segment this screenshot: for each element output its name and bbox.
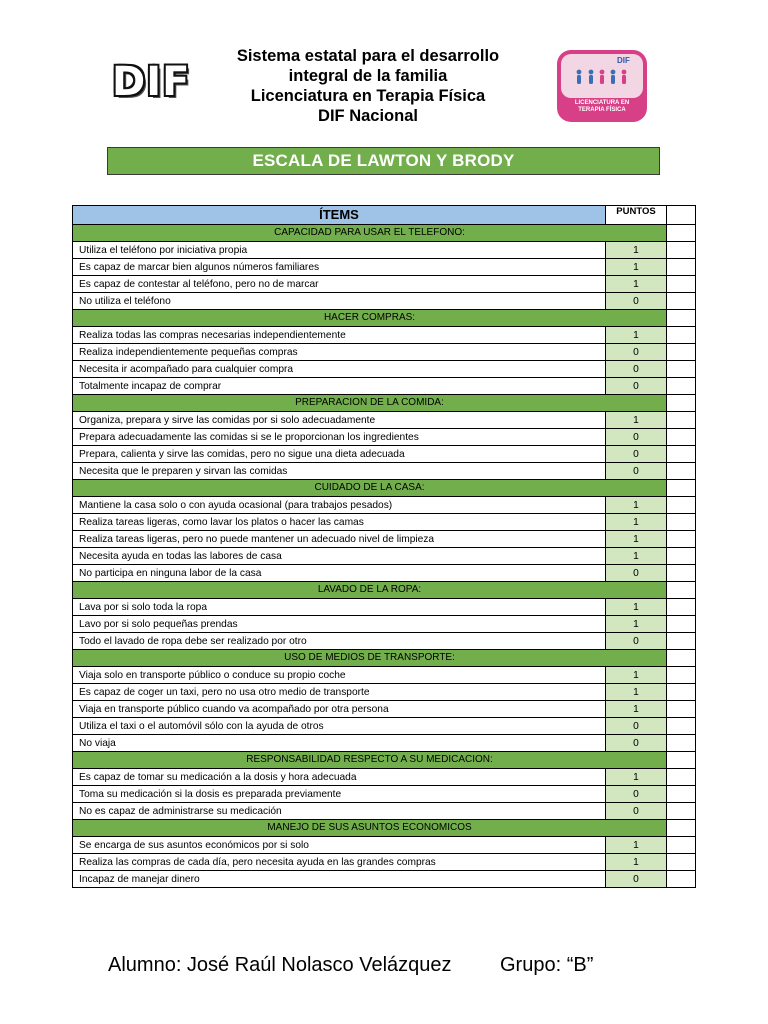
title-line: integral de la familia <box>288 67 448 85</box>
item-text-cell: Realiza independientemente pequeñas compras <box>73 344 606 361</box>
table-row <box>73 531 696 548</box>
table-row <box>73 718 696 735</box>
points-cell: 1 <box>606 616 667 633</box>
points-cell: 0 <box>606 565 667 582</box>
blank-cell <box>667 429 696 446</box>
item-text-cell: Utiliza el taxi o el automóvil sólo con la ayuda de otros <box>73 718 606 735</box>
blank-cell <box>667 565 696 582</box>
points-cell: 0 <box>606 463 667 480</box>
item-text-cell: Necesita ayuda en todas las labores de casa <box>73 548 606 565</box>
blank-cell <box>667 701 696 718</box>
item-text-cell: Es capaz de contestar al teléfono, pero no de marcar <box>73 276 606 293</box>
table-row <box>73 769 696 786</box>
table-row <box>73 344 696 361</box>
blank-cell <box>667 837 696 854</box>
points-cell: 0 <box>606 735 667 752</box>
points-cell: 1 <box>606 548 667 565</box>
table-row <box>73 735 696 752</box>
table-row <box>73 446 696 463</box>
points-cell: 0 <box>606 361 667 378</box>
points-cell: 0 <box>606 633 667 650</box>
item-text-cell: Es capaz de coger un taxi, pero no usa otro medio de transporte <box>73 684 606 701</box>
table-row <box>73 548 696 565</box>
section-blank-cell <box>667 582 696 599</box>
logo-caption-line: LICENCIATURA EN <box>574 100 630 106</box>
section-blank-cell <box>667 752 696 769</box>
blank-cell <box>667 378 696 395</box>
items-column-header: ÍTEMS <box>73 206 606 225</box>
table-row <box>73 633 696 650</box>
blank-cell <box>667 327 696 344</box>
points-cell: 0 <box>606 871 667 888</box>
section-header-row <box>73 650 696 667</box>
item-text-cell: Toma su medicación si la dosis es preparada previamente <box>73 786 606 803</box>
blank-cell <box>667 633 696 650</box>
item-text-cell: Totalmente incapaz de comprar <box>73 378 606 395</box>
table-row <box>73 514 696 531</box>
section-blank-cell <box>667 310 696 327</box>
item-text-cell: No utiliza el teléfono <box>73 293 606 310</box>
section-header-row <box>73 582 696 599</box>
licenciatura-logo <box>557 50 647 122</box>
points-cell: 0 <box>606 293 667 310</box>
blank-cell <box>667 276 696 293</box>
people-figures-icon <box>573 68 631 86</box>
item-text-cell: Es capaz de tomar su medicación a la dosis y hora adecuada <box>73 769 606 786</box>
item-text-cell: Todo el lavado de ropa debe ser realizado por otro <box>73 633 606 650</box>
section-title: LAVADO DE LA ROPA: <box>73 582 667 599</box>
section-title: MANEJO DE SUS ASUNTOS ECONOMICOS <box>73 820 667 837</box>
section-blank-cell <box>667 395 696 412</box>
section-title: RESPONSABILIDAD RESPECTO A SU MEDICACION: <box>73 752 667 769</box>
item-text-cell: Necesita que le preparen y sirvan las comidas <box>73 463 606 480</box>
points-cell: 1 <box>606 514 667 531</box>
blank-cell <box>667 463 696 480</box>
points-cell: 1 <box>606 701 667 718</box>
item-text-cell: Incapaz de manejar dinero <box>73 871 606 888</box>
section-blank-cell <box>667 650 696 667</box>
item-text-cell: Realiza tareas ligeras, pero no puede mantener un adecuado nivel de limpieza <box>73 531 606 548</box>
blank-cell <box>667 667 696 684</box>
section-title: HACER COMPRAS: <box>73 310 667 327</box>
points-cell: 1 <box>606 769 667 786</box>
blank-cell <box>667 803 696 820</box>
item-text-cell: Prepara adecuadamente las comidas si se le proporcionan los ingredientes <box>73 429 606 446</box>
blank-cell <box>667 548 696 565</box>
points-cell: 1 <box>606 412 667 429</box>
section-blank-cell <box>667 480 696 497</box>
logo-caption <box>559 100 645 114</box>
table-row <box>73 599 696 616</box>
blank-cell <box>667 684 696 701</box>
scale-title-banner: ESCALA DE LAWTON Y BRODY <box>107 147 660 175</box>
table-row <box>73 361 696 378</box>
table-row <box>73 786 696 803</box>
points-cell: 1 <box>606 854 667 871</box>
table-row <box>73 429 696 446</box>
blank-cell <box>667 786 696 803</box>
points-cell: 0 <box>606 446 667 463</box>
item-text-cell: Realiza todas las compras necesarias independientemente <box>73 327 606 344</box>
blank-cell <box>667 718 696 735</box>
section-header-row <box>73 820 696 837</box>
item-text-cell: Es capaz de marcar bien algunos números familiares <box>73 259 606 276</box>
blank-cell <box>667 769 696 786</box>
logo-caption-line: TERAPIA FÍSICA <box>578 107 626 113</box>
section-blank-cell <box>667 820 696 837</box>
blank-cell <box>667 514 696 531</box>
table-row <box>73 378 696 395</box>
points-cell: 1 <box>606 531 667 548</box>
table-row <box>73 854 696 871</box>
section-header-row <box>73 225 696 242</box>
title-line: Sistema estatal para el desarrollo <box>236 47 500 65</box>
table-row <box>73 565 696 582</box>
section-header-row <box>73 752 696 769</box>
points-cell: 1 <box>606 599 667 616</box>
item-text-cell: Necesita ir acompañado para cualquier compra <box>73 361 606 378</box>
item-text-cell: No viaja <box>73 735 606 752</box>
points-cell: 1 <box>606 276 667 293</box>
points-cell: 1 <box>606 242 667 259</box>
blank-cell <box>667 344 696 361</box>
table-row <box>73 293 696 310</box>
blank-cell <box>667 531 696 548</box>
section-blank-cell <box>667 225 696 242</box>
points-cell: 1 <box>606 327 667 344</box>
points-column-header: PUNTOS <box>606 206 667 225</box>
points-cell: 1 <box>606 667 667 684</box>
section-header-row <box>73 395 696 412</box>
item-text-cell: Realiza tareas ligeras, como lavar los platos o hacer las camas <box>73 514 606 531</box>
blank-cell <box>667 616 696 633</box>
section-header-row <box>73 480 696 497</box>
item-text-cell: No participa en ninguna labor de la casa <box>73 565 606 582</box>
table-header-row <box>73 206 696 225</box>
group-label: Grupo: “B” <box>500 954 594 976</box>
table-row <box>73 701 696 718</box>
section-title: CAPACIDAD PARA USAR EL TELEFONO: <box>73 225 667 242</box>
points-cell: 0 <box>606 718 667 735</box>
table-row <box>73 667 696 684</box>
points-cell: 0 <box>606 344 667 361</box>
blank-cell <box>667 599 696 616</box>
table-row <box>73 242 696 259</box>
blank-cell <box>667 497 696 514</box>
item-text-cell: Mantiene la casa solo o con ayuda ocasional (para trabajos pesados) <box>73 497 606 514</box>
points-cell: 0 <box>606 429 667 446</box>
points-cell: 1 <box>606 684 667 701</box>
item-text-cell: Lavo por si solo pequeñas prendas <box>73 616 606 633</box>
section-title: USO DE MEDIOS DE TRANSPORTE: <box>73 650 667 667</box>
blank-cell <box>667 412 696 429</box>
table-row <box>73 497 696 514</box>
points-cell: 1 <box>606 497 667 514</box>
item-text-cell: Viaja en transporte público cuando va acompañado por otra persona <box>73 701 606 718</box>
section-title: PREPARACION DE LA COMIDA: <box>73 395 667 412</box>
item-text-cell: Lava por si solo toda la ropa <box>73 599 606 616</box>
blank-cell <box>667 854 696 871</box>
item-text-cell: Organiza, prepara y sirve las comidas por si solo adecuadamente <box>73 412 606 429</box>
table-row <box>73 803 696 820</box>
table-row <box>73 837 696 854</box>
section-header-row <box>73 310 696 327</box>
blank-cell <box>667 361 696 378</box>
table-row <box>73 684 696 701</box>
table-row <box>73 616 696 633</box>
points-cell: 1 <box>606 837 667 854</box>
document-title <box>200 46 536 126</box>
title-line: DIF Nacional <box>318 107 418 125</box>
item-text-cell: Se encarga de sus asuntos económicos por si solo <box>73 837 606 854</box>
blank-cell <box>667 293 696 310</box>
section-title: CUIDADO DE LA CASA: <box>73 480 667 497</box>
footer <box>108 950 668 980</box>
lawton-brody-table <box>72 205 696 888</box>
table-row <box>73 871 696 888</box>
item-text-cell: Realiza las compras de cada día, pero necesita ayuda en las grandes compras <box>73 854 606 871</box>
points-cell: 1 <box>606 259 667 276</box>
title-line: Licenciatura en Terapia Física <box>250 87 486 105</box>
blank-cell <box>667 259 696 276</box>
points-cell: 0 <box>606 786 667 803</box>
item-text-cell: Utiliza el teléfono por iniciativa propia <box>73 242 606 259</box>
blank-cell <box>667 446 696 463</box>
points-cell: 0 <box>606 378 667 395</box>
blank-cell <box>667 242 696 259</box>
item-text-cell: No es capaz de administrarse su medicación <box>73 803 606 820</box>
dif-logo-left: DIF <box>112 59 191 105</box>
table-row <box>73 327 696 344</box>
blank-cell <box>667 735 696 752</box>
logo-dif-mark: DIF <box>617 56 630 65</box>
table-row <box>73 463 696 480</box>
table-row <box>73 412 696 429</box>
table-row <box>73 276 696 293</box>
item-text-cell: Viaja solo en transporte público o conduce su propio coche <box>73 667 606 684</box>
points-cell: 0 <box>606 803 667 820</box>
blank-cell <box>667 871 696 888</box>
blank-column-header <box>667 206 696 225</box>
student-name: Alumno: José Raúl Nolasco Velázquez <box>108 954 452 976</box>
table-row <box>73 259 696 276</box>
item-text-cell: Prepara, calienta y sirve las comidas, pero no sigue una dieta adecuada <box>73 446 606 463</box>
